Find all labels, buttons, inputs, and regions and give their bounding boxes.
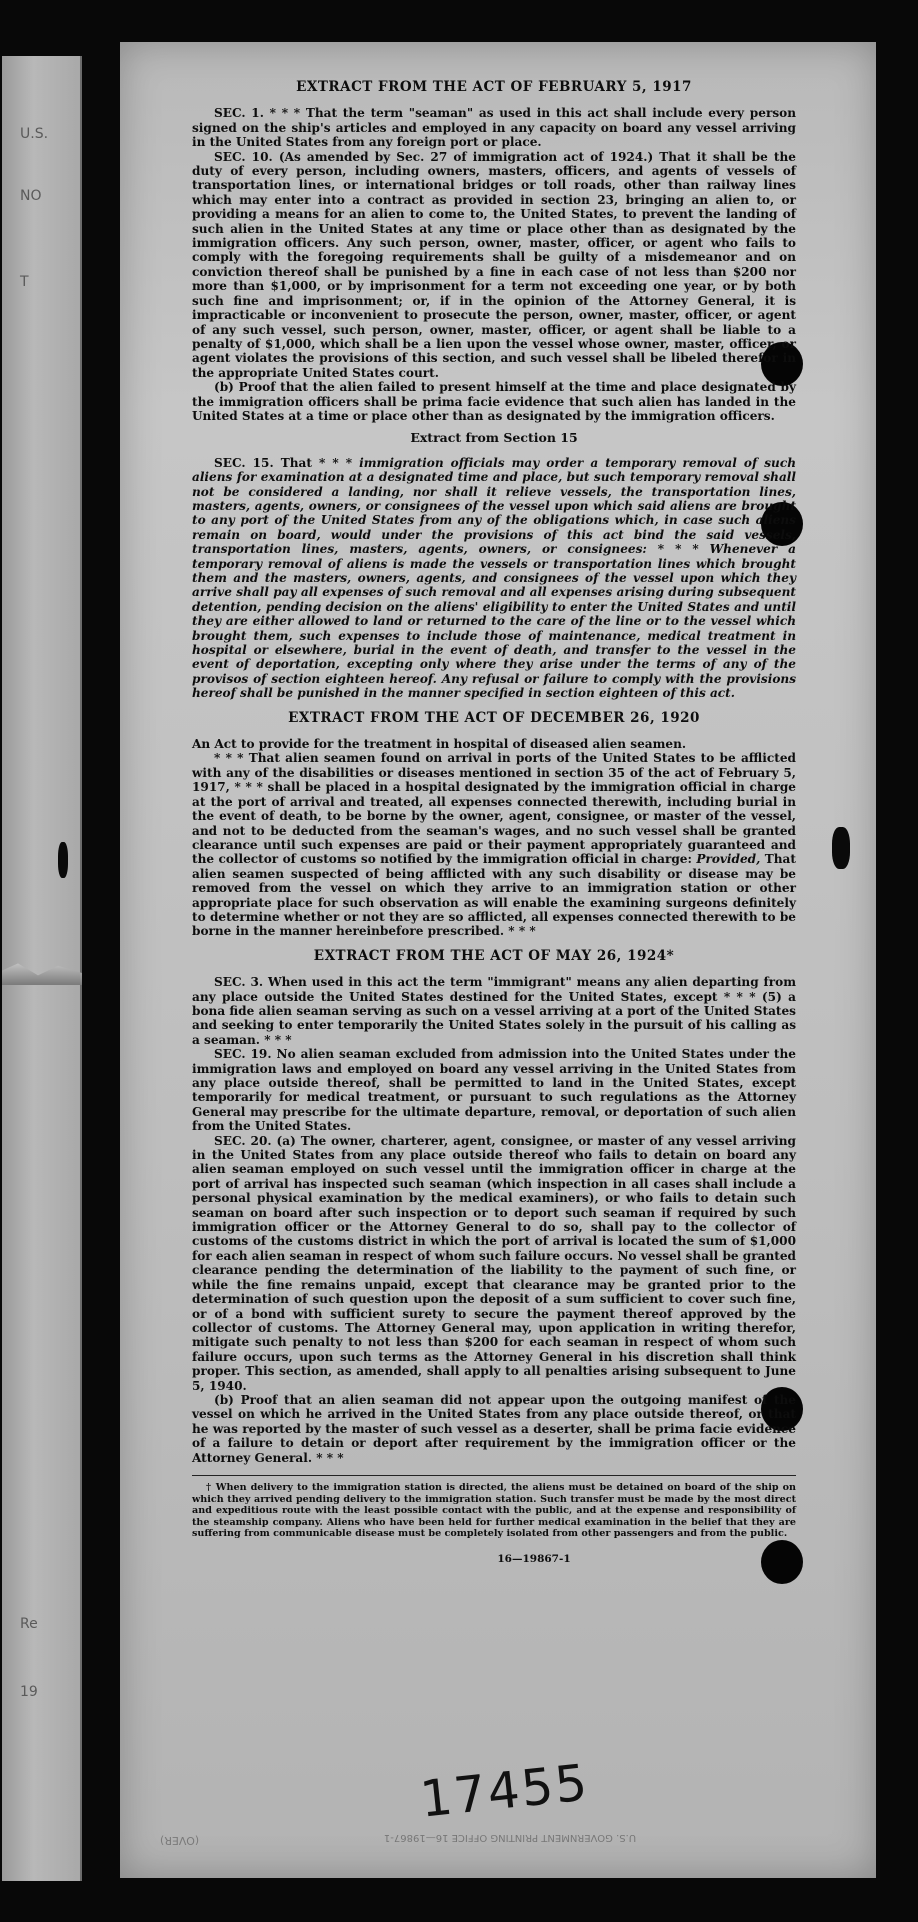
section-3: SEC. 3. When used in this act the term "immigrant" means any alien departing from any place outside the United States destined for the United States, except * * * (5) a bona fide alien seaman serving as such on a vessel arriving at a port of the United States and seeking to enter temporarily the United States solely in the pursuit of his calling as a seaman. * * * bbox=[192, 975, 796, 1047]
heading-act-1920: EXTRACT FROM THE ACT OF DECEMBER 26, 1920 bbox=[288, 709, 700, 726]
act-1920-tail: That alien seamen suspected of being afflicted with any such disability or disease may be removed from the vessel on which they arrive to an immigration station or other appropriate place for such observation as will enable the examining surgeons definitely to determine whether or not they are so afflicted, all expenses connected therewith to be borne in the manner hereinbefore prescribed. * * * bbox=[192, 852, 796, 939]
act-1920-title: An Act to provide for the treatment in hospital of diseased alien seamen. bbox=[192, 737, 687, 752]
heading-act-1917: EXTRACT FROM THE ACT OF FEBRUARY 5, 1917 bbox=[296, 79, 692, 95]
section-15-italic: immigration officials may order a temporary removal of such aliens for examination at a designated time and place, but such temporary removal shall not be considered a landing, nor shall it relieve vessels, the transportation lines, masters, agents, owners, or consignees of the vessel upon which said aliens are brought to any port of the United States from any of the obligations which, in case such aliens remain on board, would under the provisions of this act bind the said vessels, transportation lines, masters, agents, owners, or consignees: * * * Whenever a temporary removal of aliens is made the vessels or transportation lines which brought them and the masters, owners, agents, and consignees of the vessel upon which they arrive shall pay all expenses of such removal and all expenses arising during subsequent detention, pending decision on the aliens' eligibility to enter the United States and until they are either allowed to land or returned to the care of the line or to the vessel which brought them, such expenses to include those of maintenance, medical treatment in hospital or elsewhere, burial in the event of death, and transfer to the vessel in the event of deportation, excepting only where they arise under the terms of any of the provisos of section eighteen hereof. Any refusal or failure to comply with the provisions hereof shall be punished in the manner specified in section eighteen of this act. bbox=[192, 455, 796, 701]
section-19: SEC. 19. No alien seaman excluded from admission into the United States under the immigration laws and employed on board any vessel arriving in the United States from any place outside thereof, shall be permitted to land in the United States, except temporarily for medical treatment, or pursuant to such regulations as the Attorney General may prescribe for the ultimate departure, removal, or deportation of such alien from the United States. bbox=[192, 1047, 796, 1134]
document-text bbox=[192, 80, 796, 1566]
strip-fragment: T bbox=[20, 274, 29, 290]
section-15-lead: SEC. 15. That * * * bbox=[214, 455, 360, 470]
strip-fragment: NO bbox=[20, 188, 42, 204]
section-20b: (b) Proof that an alien seaman did not appear upon the outgoing manifest of the vessel on which he arrived in the United States from any place outside thereof, or that he was reported by the master of such vessel as a deserter, shall be prima facie evidence of a failure to detain or deport after requirement by the immigration officer or the Attorney General. * * * bbox=[192, 1392, 796, 1465]
document-page bbox=[120, 42, 876, 1878]
adjacent-page-strip bbox=[2, 56, 82, 1881]
section-1: SEC. 1. * * * That the term "seaman" as used in this act shall include every person signed on the ship's articles and employed in any capacity on board any vessel arriving in the United States from any foreign port or place. bbox=[192, 106, 796, 150]
act-1920-text: * * * That alien seamen found on arrival in ports of the United States to be afflicted with any of the disabilities or diseases mentioned in section 35 of the act of February 5, 1917, * * * shall be placed in a hospital designated by the immigration official in charge at the port of arrival and treated, all expenses connected therewith, including burial in the event of death, to be borne by the owner, agent, consignee, or master of the vessel, and not to be deducted from the seaman's wages, and no such vessel shall be granted clearance until such expenses are paid or their payment appropriately guaranteed and the collector of customs so notified by the immigration official in charge: bbox=[192, 751, 796, 867]
footnote-divider bbox=[192, 1475, 796, 1476]
strip-fragment: 19 bbox=[20, 1684, 38, 1700]
strip-fragment: U.S. bbox=[20, 126, 49, 142]
ink-blot bbox=[832, 827, 850, 869]
ink-blot bbox=[58, 842, 68, 878]
form-code: 16—19867-1 bbox=[497, 1552, 571, 1565]
act-1920-body bbox=[192, 751, 796, 938]
act-1920-provided: Provided, bbox=[696, 852, 761, 867]
section-15 bbox=[192, 456, 796, 701]
reverse-side-printing: U.S. GOVERNMENT PRINTING OFFICE 16—19867-1 bbox=[383, 1832, 637, 1843]
section-20: SEC. 20. (a) The owner, charterer, agent, consignee, or master of any vessel arriving in the United States from any place outside thereof who fails to detain on board any alien seaman employed on such vessel until the immigration officer in charge at the port of arrival has inspected such seaman (which inspection in all cases shall include a personal physical examination by the medical examiners), or who fails to detain such seaman on board after such inspection or to deport such seaman if required by such immigration officer or the Attorney General to do so, shall pay to the collector of customs of the customs district in which the port of arrival is located the sum of $1,000 for each alien seaman in respect of whom such failure occurs. No vessel shall be granted clearance pending the determination of the liability to the payment of such fine, or while the fine remains unpaid, except that clearance may be granted prior to the determination of such question upon the deposit of a sum sufficient to cover such fine, or of a bond with sufficient surety to secure the payment thereof approved by the collector of customs. The Attorney General may, upon application in writing therefor, mitigate such penalty to not less than $200 for each seaman in respect of whom such failure occurs, upon such terms as the Attorney General in his discretion shall think proper. This section, as amended, shall apply to all penalties arising subsequent to June 5, 1940. bbox=[192, 1133, 796, 1393]
handwritten-number: 17455 bbox=[417, 1753, 592, 1829]
footnote: † When delivery to the immigration station is directed, the aliens must be detained on board of the ship on which they arrived pending delivery to the immigration station. Such transfer must be made by the most direct and expeditious route with the least possible contact with the public, and at the expense and responsibility of the steamship company. Aliens who have been held for further medical examination in the belief that they are suffering from communicable disease must be completely isolated from other passengers and from the public. bbox=[192, 1481, 796, 1540]
reverse-side-code: (OVER) bbox=[160, 1834, 200, 1847]
strip-fragment: Re bbox=[20, 1616, 38, 1632]
subheading-section-15: Extract from Section 15 bbox=[410, 430, 578, 446]
section-10: SEC. 10. (As amended by Sec. 27 of immigration act of 1924.) That it shall be the duty of every person, including owners, masters, officers, and agents of vessels of transportation lines, or international bridges or toll roads, other than railway lines which may enter into a contract as provided in section 23, bringing an alien to, or providing a means for an alien to come to, the United States, to prevent the landing of such alien in the United States at any time or place other than as designated by the immigration officers. Any such person, owner, master, officer, or agent who fails to comply with the foregoing requirements shall be guilty of a misdemeanor and on conviction thereof shall be punished by a fine in each case of not less than $200 nor more than $1,000, or by imprisonment for a term not exceeding one year, or by both such fine and imprisonment; or, if in the opinion of the Attorney General, it is impracticable or inconvenient to prosecute the person, owner, master, officer, or agent of any such vessel, such person, owner, master, officer, or agent shall be liable to a penalty of $1,000, which shall be a lien upon the vessel whose owner, master, officer, or agent violates the provisions of this section, and such vessel shall be libeled therefor in the appropriate United States court. bbox=[192, 149, 796, 380]
section-10b: (b) Proof that the alien failed to present himself at the time and place designated by the immigration officers shall be prima facie evidence that such alien has landed in the United States at a time or place other than as designated by the immigration officers. bbox=[192, 380, 796, 423]
heading-act-1924: EXTRACT FROM THE ACT OF MAY 26, 1924* bbox=[313, 947, 675, 964]
torn-edge bbox=[2, 961, 82, 985]
